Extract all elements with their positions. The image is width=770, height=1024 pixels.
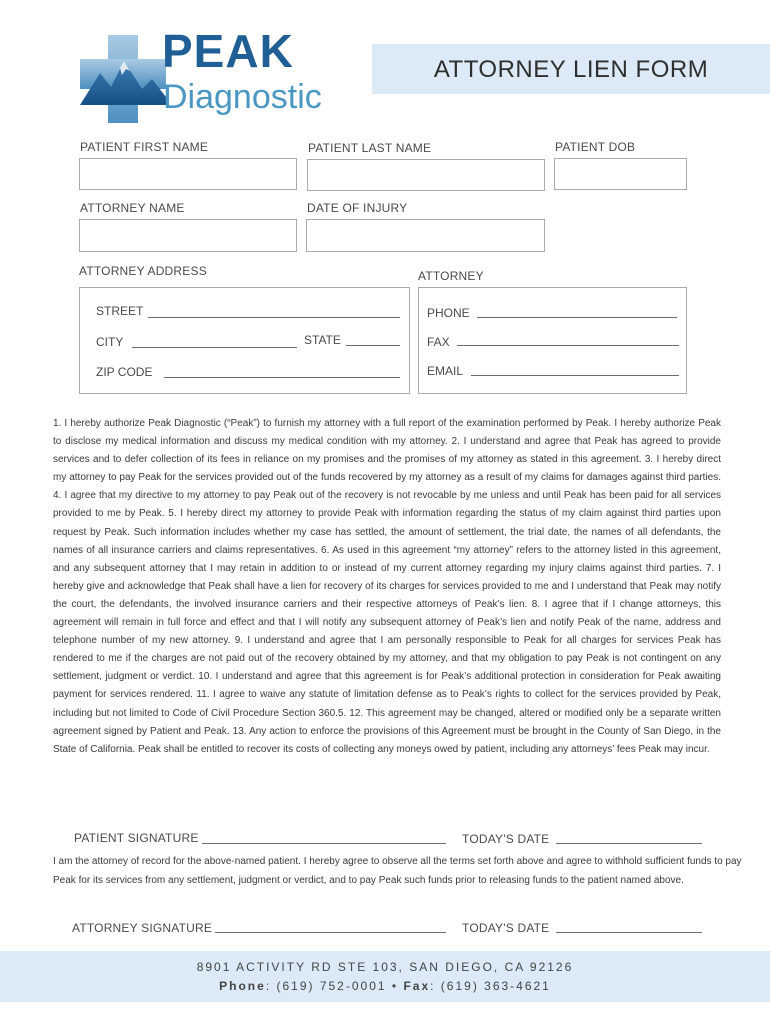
footer-banner <box>0 951 770 1002</box>
patient-last-name-field[interactable] <box>307 159 545 191</box>
attorney-signature-line[interactable] <box>215 932 446 933</box>
attorney-agreement-text: I am the attorney of record for the above-named patient. I hereby agree to observe all the terms set forth above and agree to withhold sufficient funds to pay Peak for its services from any settlement, judgment or verdict, and to pay Peak such funds prior to releasing funds to the patient named above. <box>53 856 742 886</box>
phone-label: PHONE <box>427 306 470 320</box>
title-banner <box>372 44 770 94</box>
fax-input-line[interactable] <box>457 345 679 346</box>
attorney-date-line[interactable] <box>556 932 702 933</box>
date-of-injury-field[interactable] <box>306 219 545 252</box>
patient-date-line[interactable] <box>556 843 702 844</box>
footer-separator: • <box>391 979 399 993</box>
peak-cross-mountain-logo-icon <box>80 35 166 123</box>
attorney-contact-label: ATTORNEY <box>418 269 484 283</box>
attorney-signature-label: ATTORNEY SIGNATURE <box>72 921 213 935</box>
attorney-date-label: TODAY'S DATE <box>462 921 550 935</box>
logo-wordmark-diagnostic: Diagnostic <box>163 78 322 116</box>
patient-first-name-label: PATIENT FIRST NAME <box>80 140 209 154</box>
attorney-address-label: ATTORNEY ADDRESS <box>79 264 207 278</box>
date-of-injury-label: DATE OF INJURY <box>307 201 408 215</box>
footer-fax-label: Fax <box>403 979 431 993</box>
footer-address: 8901 ACTIVITY RD STE 103, SAN DIEGO, CA 92126 <box>196 960 574 974</box>
attorney-address-box <box>79 287 410 394</box>
state-label: STATE <box>304 333 341 347</box>
patient-date-label: TODAY'S DATE <box>462 832 550 846</box>
form-title: ATTORNEY LIEN FORM <box>433 56 709 83</box>
fax-label: FAX <box>427 335 450 349</box>
city-input-line[interactable] <box>132 347 297 348</box>
footer-contact-line: Phone: (619) 752-0001 • Fax: (619) 363-4621 <box>219 979 551 993</box>
street-input-line[interactable] <box>148 317 400 318</box>
attorney-name-field[interactable] <box>79 219 297 252</box>
patient-dob-field[interactable] <box>554 158 687 190</box>
street-label: STREET <box>96 304 144 318</box>
patient-signature-line[interactable] <box>202 843 446 844</box>
footer-fax: (619) 363-4621 <box>440 979 551 993</box>
attorney-contact-box <box>418 287 687 394</box>
state-input-line[interactable] <box>346 345 400 346</box>
patient-dob-label: PATIENT DOB <box>555 140 636 154</box>
email-input-line[interactable] <box>471 375 679 376</box>
footer-phone-label: Phone <box>219 979 266 993</box>
patient-last-name-label: PATIENT LAST NAME <box>308 141 432 155</box>
logo-wordmark-peak: PEAK <box>162 25 294 77</box>
agreement-terms-text: 1. I hereby authorize Peak Diagnostic (“Peak”) to furnish my attorney with a full report of the examination performed by Peak. I hereby authorize Peak to disclose my medical information and discuss my medical condition with my attorney. 2. I understand and agree that Peak has agreed to provide services and to defer collection of its fees in reliance on my promises and the promises of my attorney as stated in this agreement. 3. I hereby direct my attorney to pay Peak for the services provided out of the funds recovered by my attorney as a result of my claims for damages against third parties. 4. I agree that my directive to my attorney to pay Peak out of the recovery is not revocable by me unless and until Peak has been paid for all services provided to me by Peak. 5. I hereby direct my attorney to provide Peak with information regarding the status of my claim against third parties upon request by Peak. Such information includes whether my case has settled, the amount of settlement, the trial date, the names of all defendants, the names of all insurance carriers and claims representatives. 6. As used in this agreement “my attorney” refers to the attorney listed in this agreement, and any subsequent attorney that I may retain in addition to or instead of my current attorney regarding my injury claims against third parties. 7. I hereby give and acknowledge that Peak shall have a lien for recovery of its charges for services provided to me and I understand that Peak may notify the court, the defendants, the involved insurance carriers and their respective attorneys of Peak’s lien. 8. I agree that if I change attorneys, this agreement will remain in full force and effect and that I will notify any subsequent attorney of Peak’s lien and notify Peak of the name, address and telephone number of my new attorney. 9. I understand and agree that I am personally responsible to Peak for all charges for services Peak has rendered to me if the charges are not paid out of the recovery obtained by my attorney, and that my obligation to pay Peak is not contingent on any settlement, judgment or verdict. 10. I understand and agree that this agreement is for Peak’s additional protection in consideration for Peak awaiting payment for services rendered. 11. I agree to waive any statute of limitation defense as to Peak’s rights to collect for the services provided by Peak, including but not limited to Code of Civil Procedure Section 360.5. 12. This agreement may be changed, altered or modified only be a separate written agreement signed by Patient and Peak. 13. Any action to enforce the provisions of this Agreement must be brought in the County of San Diego, in the State of California. Peak shall be entitled to recover its costs of collecting any moneys owed by patient, including any attorneys’ fees Peak may incur. <box>53 418 721 755</box>
email-label: EMAIL <box>427 364 464 378</box>
attorney-name-label: ATTORNEY NAME <box>80 201 185 215</box>
phone-input-line[interactable] <box>477 317 677 318</box>
zip-code-label: ZIP CODE <box>96 365 153 379</box>
zip-code-input-line[interactable] <box>164 377 400 378</box>
footer-phone: (619) 752-0001 <box>276 979 387 993</box>
patient-signature-label: PATIENT SIGNATURE <box>74 831 199 845</box>
patient-first-name-field[interactable] <box>79 158 297 190</box>
city-label: CITY <box>96 335 124 349</box>
